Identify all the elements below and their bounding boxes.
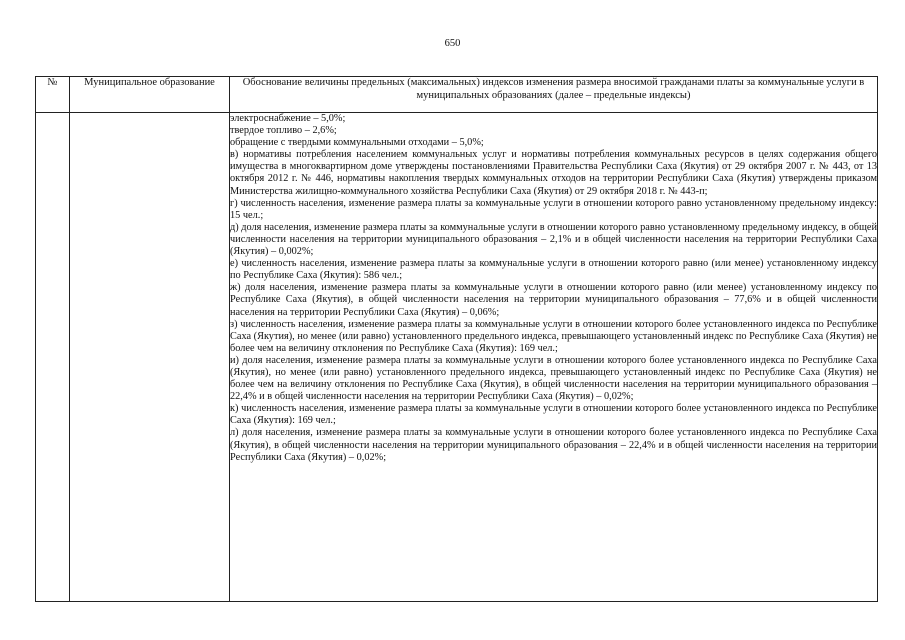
paragraph: и) доля населения, изменение размера платы за коммунальные услуги в отношении которого более установленного индекса по Республике Саха (Якутия), но менее (или равно) установленного предельного индекса, превышающего установленный индекс по Республике Саха (Якутия) не более чем на величину отклонения по Республике Саха (Якутия), в общей численности населения на территории муниципального образования – 22,4% и в общей численности населения на территории Республики Саха (Якутия) – 0,02%;	[230, 354, 877, 403]
paragraph: г) численность населения, изменение размера платы за коммунальные услуги в отношении которого равно установленному предельному индексу: 15 чел.;	[230, 197, 877, 221]
paragraph: к) численность населения, изменение размера платы за коммунальные услуги в отношении которого более установленного индекса по Республике Саха (Якутия): 169 чел.;	[230, 403, 877, 427]
paragraph: твердое топливо – 2,6%;	[230, 125, 337, 137]
justification-table	[35, 76, 878, 602]
paragraph: д) доля населения, изменение размера платы за коммунальные услуги в отношении которого равно установленному предельному индексу, в общей численности населения на территории муниципального образования – 2,1% и в общей численности населения на территории Республики Саха (Якутия) – 0,002%;	[230, 221, 877, 258]
paragraph: е) численность населения, изменение размера платы за коммунальные услуги в отношении которого равно (или менее) установленному индексу по Республике Саха (Якутия): 586 чел.;	[230, 258, 877, 282]
cell-municipality	[70, 113, 230, 602]
paragraph: з) численность населения, изменение размера платы за коммунальные услуги в отношении которого более установленного индекса по Республике Саха (Якутия), но менее (или равно) установленного предельного индекса, превышающего установленный индекс по Республике Саха (Якутия) не более чем на величину отклонения по Республике Саха (Якутия): 169 чел.;	[230, 318, 877, 354]
table-row	[36, 113, 878, 602]
paragraph: ж) доля населения, изменение размера платы за коммунальные услуги в отношении которого равно (или менее) установленному индексу по Республике Саха (Якутия), в общей численности населения на территории муниципального образования – 77,6% и в общей численности населения на территории Республики Саха (Якутия) – 0,06%;	[230, 282, 877, 318]
header-municipality: Муниципальное образование	[70, 77, 230, 113]
cell-justification	[230, 113, 878, 602]
paragraph: в) нормативы потребления населением коммунальных услуг и нормативы потребления коммунальных ресурсов в целях содержания общего имущества в многоквартирном доме утверждены постановлениями Правительства Республики Саха (Якутия) от 29 октября 2007 г. № 443, от 13 октября 2012 г. № 446, нормативы накопления твердых коммунальных отходов на территории Республики Саха (Якутия) утверждены приказом Министерства жилищно-коммунального хозяйства Республики Саха (Якутия) от 29 октября 2018 г. № 443-п;	[230, 149, 877, 197]
paragraph: л) доля населения, изменение размера платы за коммунальные услуги в отношении которого более установленного индекса по Республике Саха (Якутия), в общей численности населения на территории муниципального образования – 22,4% и в общей численности населения на территории Республики Саха (Якутия) – 0,02%;	[230, 427, 877, 463]
header-justification: Обоснование величины предельных (максимальных) индексов изменения размера вносимой гражданами платы за коммунальные услуги в муниципальных образованиях (далее – предельные индексы)	[230, 77, 878, 113]
table-header-row	[36, 77, 878, 113]
cell-number	[36, 113, 70, 602]
paragraph: обращение с твердыми коммунальными отходами – 5,0%;	[230, 137, 484, 149]
paragraph: электроснабжение – 5,0%;	[230, 113, 346, 124]
header-number: №	[36, 77, 70, 113]
page-number: 650	[444, 38, 461, 49]
